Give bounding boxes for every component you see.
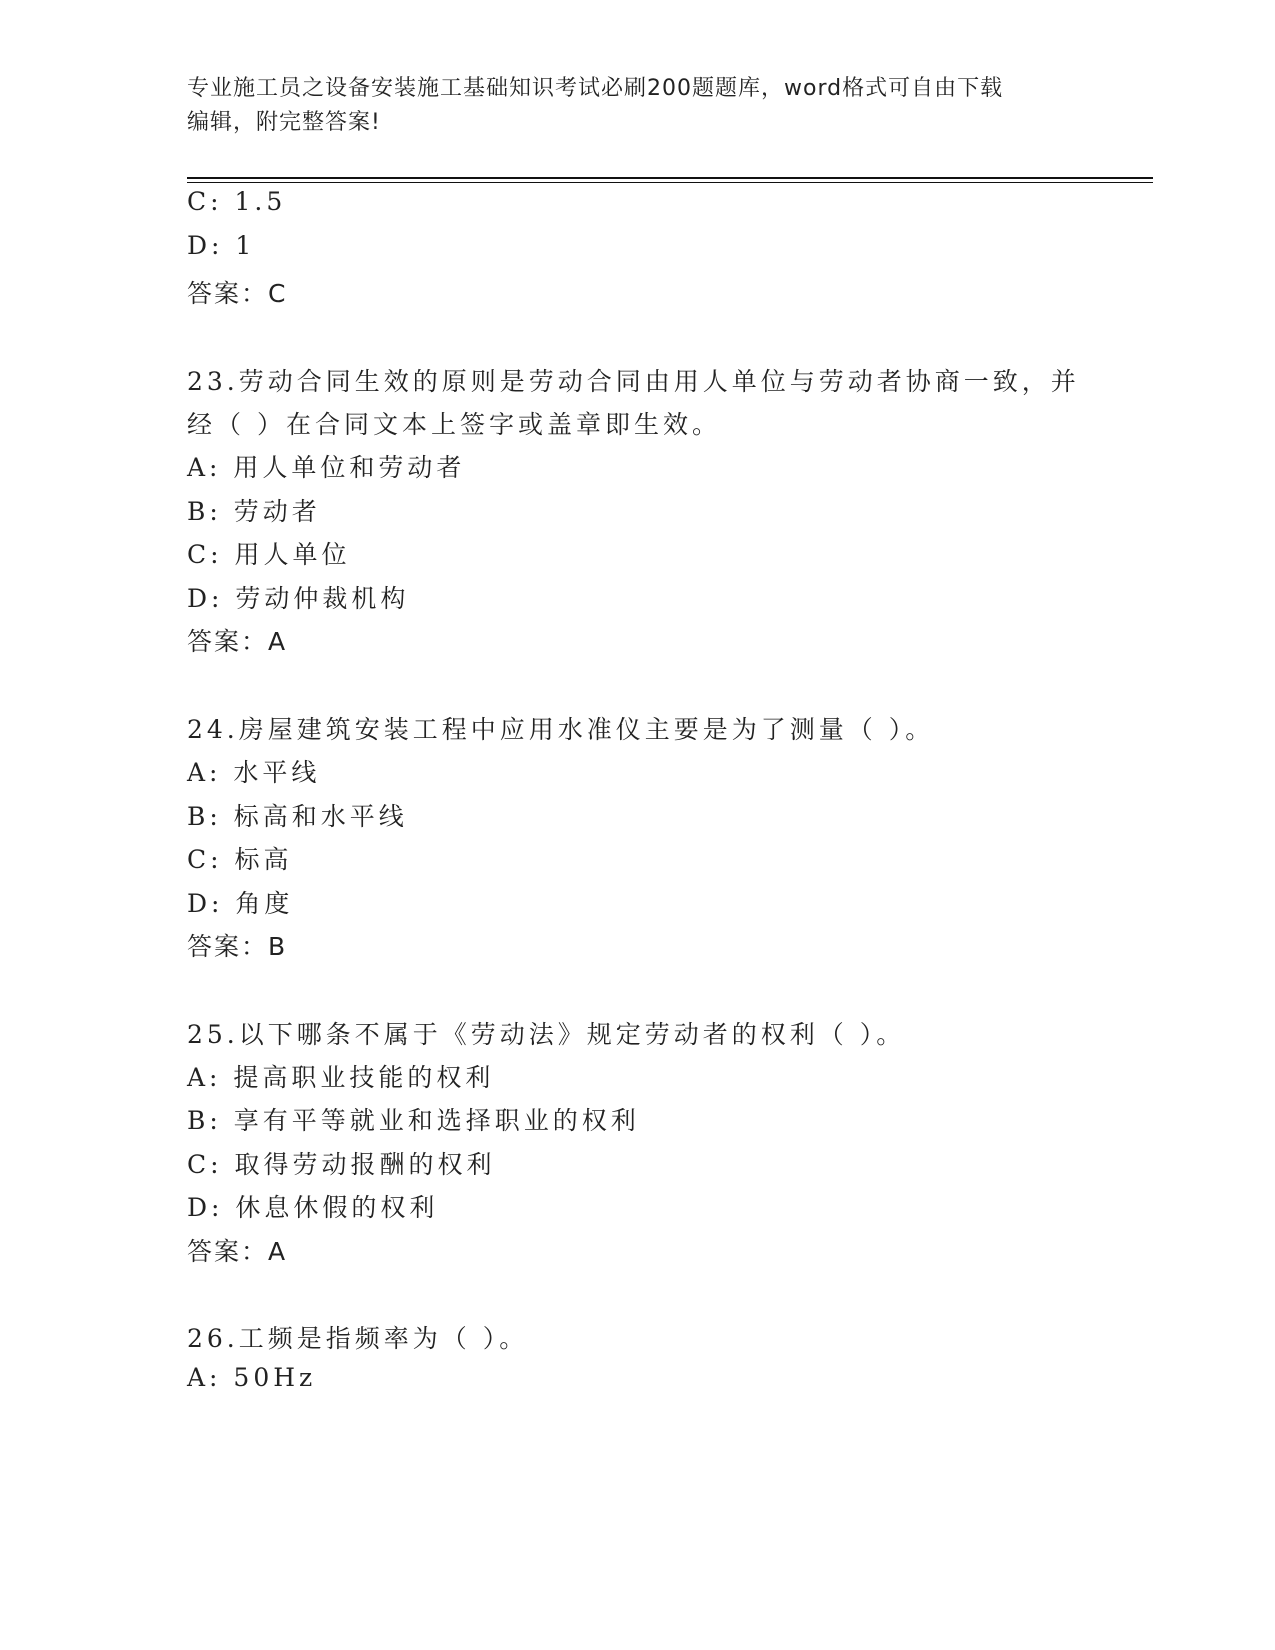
document-header [187,72,1087,140]
option-c: C: 1.5 [187,187,287,216]
question-stem-24: 24.房屋建筑安装工程中应用水准仪主要是为了测量（ ）。 [187,715,935,744]
q23-answer: 答案：A [187,627,288,656]
question-stem-23-line-2: 经（ ）在合同文本上签字或盖章即生效。 [187,410,721,439]
q23-option-a: A: 用人单位和劳动者 [187,453,466,482]
q23-option-b: B: 劳动者 [187,497,321,526]
header-title-line-2: 编辑，附完整答案! [187,110,381,135]
q24-answer: 答案：B [187,932,288,961]
header-divider-thin [187,182,1153,183]
option-d: D: 1 [187,231,256,260]
question-stem-26: 26.工频是指频率为（ ）。 [187,1324,529,1353]
q25-option-c: C: 取得劳动报酬的权利 [187,1150,496,1179]
header-divider-thick [187,177,1153,179]
q23-option-d: D: 劳动仲裁机构 [187,584,410,613]
answer-label: 答案：C [187,279,288,308]
q24-option-a: A: 水平线 [187,758,321,787]
question-stem-23-line-1: 23.劳动合同生效的原则是劳动合同由用人单位与劳动者协商一致，并 [187,367,1080,396]
q25-option-d: D: 休息休假的权利 [187,1193,439,1222]
q25-option-a: A: 提高职业技能的权利 [187,1063,495,1092]
q25-option-b: B: 享有平等就业和选择职业的权利 [187,1106,640,1135]
question-stem-25: 25.以下哪条不属于《劳动法》规定劳动者的权利（ ）。 [187,1020,906,1049]
q25-answer: 答案：A [187,1237,288,1266]
header-title-line-1: 专业施工员之设备安装施工基础知识考试必刷200题题库，word格式可自由下载 [187,76,1004,101]
q24-option-c: C: 标高 [187,845,293,874]
q24-option-d: D: 角度 [187,889,294,918]
q24-option-b: B: 标高和水平线 [187,802,408,831]
q26-option-a: A: 50Hz [187,1363,317,1392]
q23-option-c: C: 用人单位 [187,540,351,569]
